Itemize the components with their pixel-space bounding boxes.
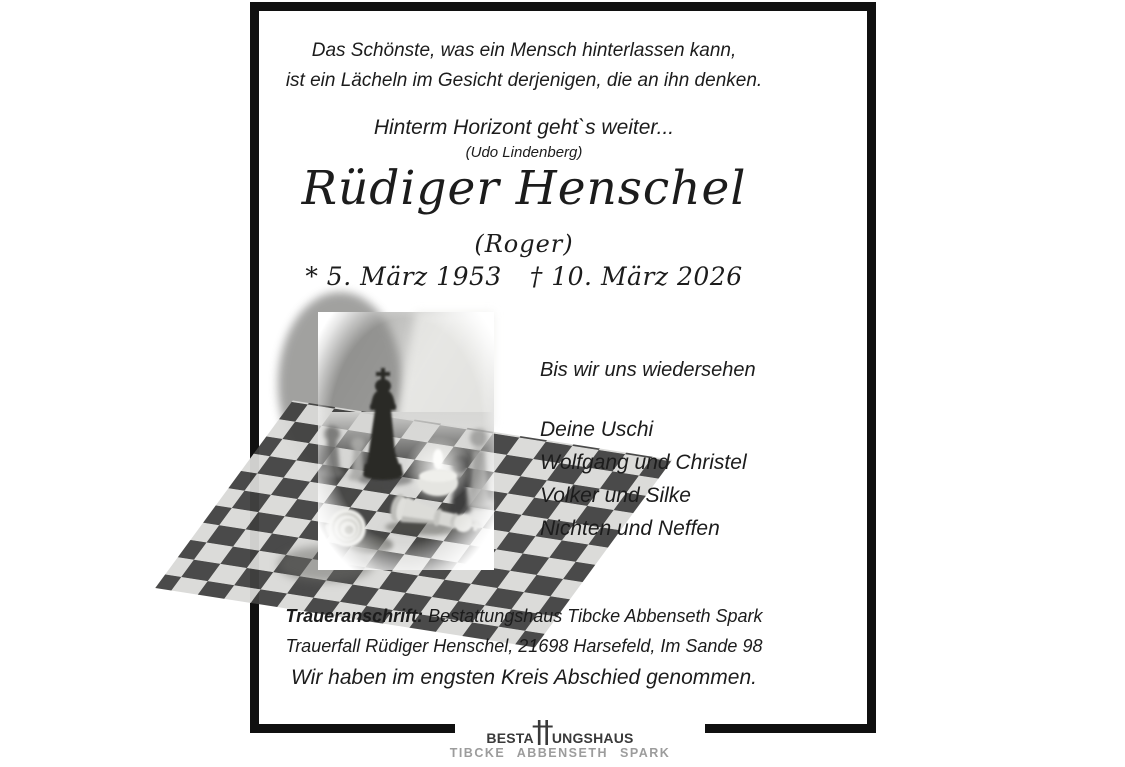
quote-line-1: Das Schönste, was ein Mensch hinterlassen kann,: [311, 40, 737, 61]
life-dates: [259, 262, 789, 291]
funeral-address: [259, 601, 789, 661]
funeral-home-logo-area: [449, 712, 705, 767]
logo-text-left: BESTA: [486, 730, 534, 746]
obituary-content: [259, 11, 867, 760]
address-funeral-home: Bestattungshaus Tibcke Abbenseth Spark: [428, 606, 763, 626]
deceased-nickname: (Roger): [474, 230, 574, 258]
motto-text: Hinterm Horizont geht`s weiter...: [373, 116, 675, 139]
opening-quote: [259, 36, 789, 96]
mourners-list: [540, 413, 756, 545]
mourner-item: Wolfgang und Christel: [540, 451, 747, 474]
closing-statement: Wir haben im engsten Kreis Abschied genommen.: [291, 666, 757, 689]
address-line-1: [259, 601, 789, 631]
mourner-item: Deine Uschi: [540, 418, 654, 441]
logo-subtitle: TIBCKE ABBENSETH SPARK: [449, 746, 671, 760]
quote-line-2: ist ein Lächeln im Gesicht derjenigen, die an ihn denken.: [285, 70, 763, 91]
logo-name-row: [450, 716, 671, 745]
funeral-home-logo: [450, 716, 671, 760]
motto-attribution: (Udo Lindenberg): [465, 144, 583, 161]
logo-text-right: UNGSHAUS: [551, 730, 634, 746]
deceased-name: Rüdiger Henschel: [301, 161, 747, 216]
double-cross-icon: [533, 718, 553, 746]
mourner-item: Nichten und Neffen: [540, 517, 720, 540]
mourner-item: Volker und Silke: [540, 484, 691, 507]
death-date: † 10. März 2026: [529, 262, 743, 291]
obituary-card: [250, 2, 876, 760]
address-label: Traueranschrift:: [285, 606, 424, 626]
farewell-block: [540, 359, 756, 545]
address-line-2: Trauerfall Rüdiger Henschel, 21698 Harsefeld, Im Sande 98: [285, 636, 763, 656]
chess-photo-illustration: [318, 312, 494, 570]
farewell-heading: Bis wir uns wiedersehen: [540, 359, 756, 381]
birth-date: * 5. März 1953: [305, 262, 502, 291]
chess-memorial-photo: [318, 312, 494, 570]
